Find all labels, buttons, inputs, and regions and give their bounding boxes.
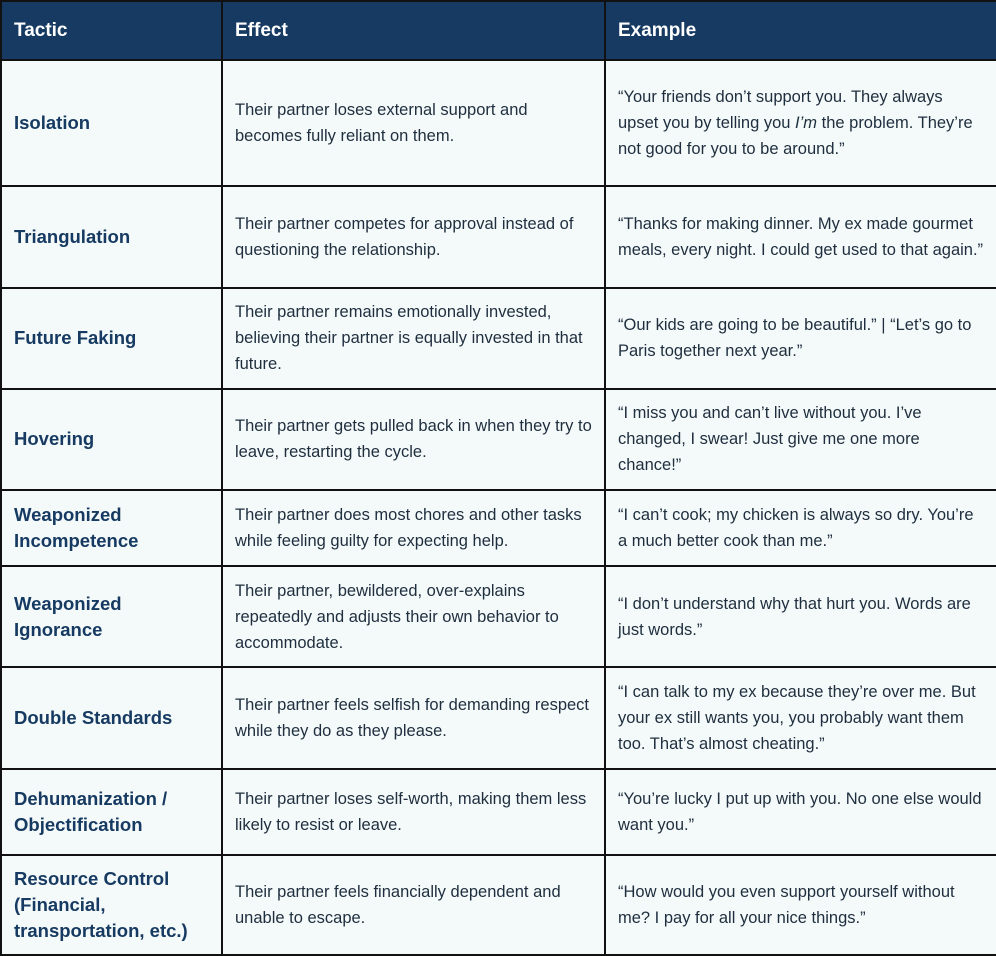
effect-cell: Their partner remains emotionally invested, believing their partner is equally invested in that future.: [222, 288, 605, 389]
table-row: [1, 186, 996, 287]
example-cell: [605, 60, 996, 186]
example-cell: “Our kids are going to be beautiful.” | “Let’s go to Paris together next year.”: [605, 288, 996, 389]
tactic-cell: Resource Control (Financial, transportation, etc.): [1, 855, 222, 955]
tactic-cell: Double Standards: [1, 667, 222, 768]
column-header-tactic: Tactic: [1, 1, 222, 60]
table-row: [1, 60, 996, 186]
tactic-cell: Weaponized Incompetence: [1, 490, 222, 566]
table-row: [1, 667, 996, 768]
header-row: [1, 1, 996, 60]
table-row: [1, 566, 996, 667]
tactic-cell: Isolation: [1, 60, 222, 186]
example-cell: “I don’t understand why that hurt you. Words are just words.”: [605, 566, 996, 667]
example-cell: “I miss you and can’t live without you. I’ve changed, I swear! Just give me one more chance!”: [605, 389, 996, 490]
table-row: [1, 855, 996, 955]
effect-cell: Their partner gets pulled back in when they try to leave, restarting the cycle.: [222, 389, 605, 490]
table-body: [1, 60, 996, 955]
example-cell: “I can’t cook; my chicken is always so dry. You’re a much better cook than me.”: [605, 490, 996, 566]
example-cell: “You’re lucky I put up with you. No one else would want you.”: [605, 769, 996, 855]
tactic-cell: Dehumanization / Objectification: [1, 769, 222, 855]
example-emphasis: I’m: [795, 114, 818, 133]
table-row: [1, 490, 996, 566]
example-text: “Your friends don’t support you. They always upset you by telling you: [618, 88, 943, 133]
effect-cell: Their partner feels selfish for demanding respect while they do as they please.: [222, 667, 605, 768]
column-header-example: Example: [605, 1, 996, 60]
example-text: the problem. They’re not good for you to be around.”: [618, 114, 973, 159]
effect-cell: Their partner does most chores and other tasks while feeling guilty for expecting help.: [222, 490, 605, 566]
effect-cell: Their partner loses external support and becomes fully reliant on them.: [222, 60, 605, 186]
table-header: [1, 1, 996, 60]
example-cell: “How would you even support yourself without me? I pay for all your nice things.”: [605, 855, 996, 955]
tactic-cell: Triangulation: [1, 186, 222, 287]
table-row: [1, 389, 996, 490]
effect-cell: Their partner, bewildered, over-explains repeatedly and adjusts their own behavior to accommodate.: [222, 566, 605, 667]
example-cell: “Thanks for making dinner. My ex made gourmet meals, every night. I could get used to that again.”: [605, 186, 996, 287]
example-cell: “I can talk to my ex because they’re over me. But your ex still wants you, you probably want them too. That’s almost cheating.”: [605, 667, 996, 768]
effect-cell: Their partner feels financially dependent and unable to escape.: [222, 855, 605, 955]
column-header-effect: Effect: [222, 1, 605, 60]
tactic-cell: Future Faking: [1, 288, 222, 389]
effect-cell: Their partner loses self-worth, making them less likely to resist or leave.: [222, 769, 605, 855]
effect-cell: Their partner competes for approval instead of questioning the relationship.: [222, 186, 605, 287]
tactic-cell: Weaponized Ignorance: [1, 566, 222, 667]
table-row: [1, 769, 996, 855]
table-row: [1, 288, 996, 389]
tactic-cell: Hovering: [1, 389, 222, 490]
